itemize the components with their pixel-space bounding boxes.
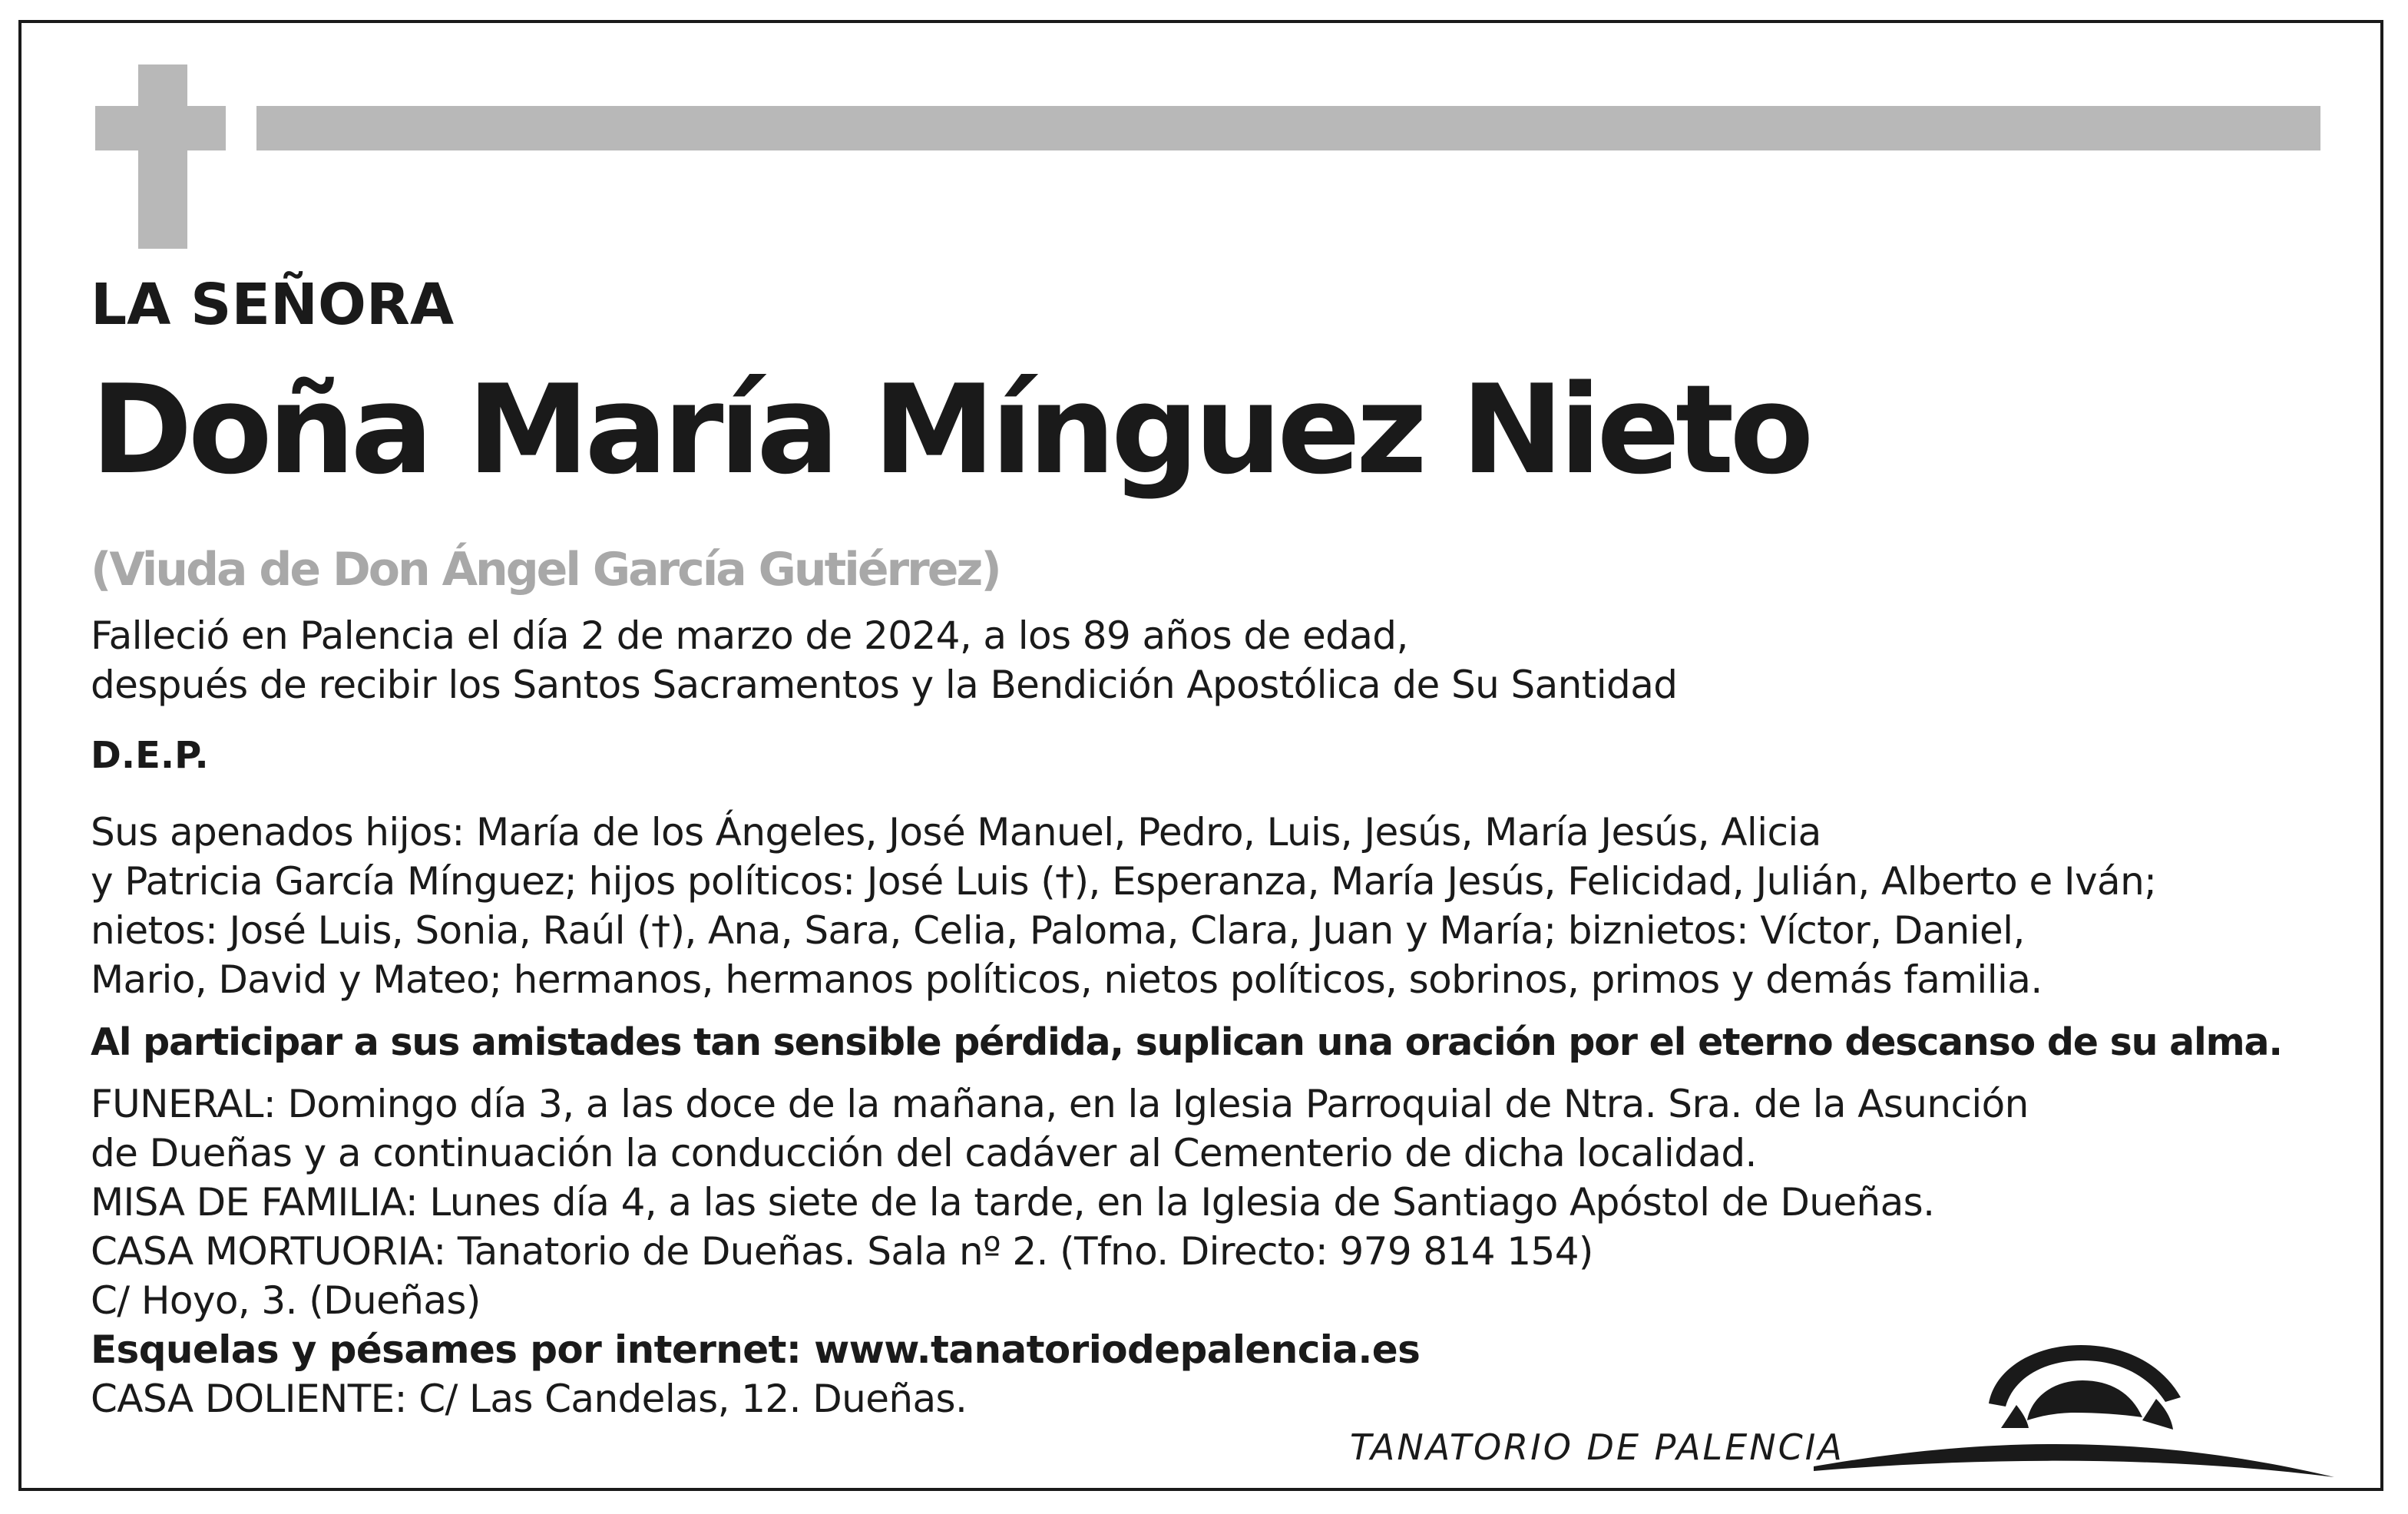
deceased-name: Doña María Mínguez Nieto — [91, 358, 1810, 501]
funeral-line: FUNERAL: Domingo día 3, a las doce de la mañana, en la Iglesia Parroquial de Ntra. Sra. de la Asunción — [91, 1082, 2029, 1126]
service-details — [91, 1079, 2029, 1423]
family-line: nietos: José Luis, Sonia, Raúl (†), Ana, Sara, Celia, Paloma, Clara, Juan y María; biznietos: Víctor, Daniel, — [91, 908, 2025, 953]
family-list — [91, 808, 2156, 1004]
funeral-line: de Dueñas y a continuación la conducción del cadáver al Cementerio de dicha localidad. — [91, 1131, 1757, 1175]
internet-link[interactable]: Esquelas y pésames por internet: www.tanatoriodepalencia.es — [91, 1327, 1421, 1372]
cross-icon — [138, 64, 187, 249]
mortuary-address: C/ Hoyo, 3. (Dueñas) — [91, 1278, 481, 1323]
grieving-house-line: CASA DOLIENTE: C/ Las Candelas, 12. Dueñas. — [91, 1377, 968, 1421]
cross-icon-crossbar — [95, 106, 226, 150]
funeral-home-logo-icon — [1804, 1313, 2342, 1489]
death-notice-line: después de recibir los Santos Sacramentos y la Bendición Apostólica de Su Santidad — [91, 663, 1678, 707]
family-line: y Patricia García Mínguez; hijos políticos: José Luis (†), Esperanza, María Jesús, Felicidad, Julián, Alberto e Iván; — [91, 859, 2157, 904]
death-notice-line: Falleció en Palencia el día 2 de marzo de 2024, a los 89 años de edad, — [91, 613, 1408, 658]
widow-note: (Viuda de Don Ángel García Gutiérrez) — [91, 543, 1000, 597]
family-line: Mario, David y Mateo; hermanos, hermanos políticos, nietos políticos, sobrinos, primos y demás familia. — [91, 957, 2043, 1002]
family-mass-line: MISA DE FAMILIA: Lunes día 4, a las siete de la tarde, en la Iglesia de Santiago Apóstol de Dueñas. — [91, 1180, 1935, 1225]
death-notice — [91, 611, 1677, 709]
mortuary-line: CASA MORTUORIA: Tanatorio de Dueñas. Sala nº 2. (Tfno. Directo: 979 814 154) — [91, 1229, 1593, 1274]
header-label: LA SEÑORA — [91, 272, 455, 338]
funeral-home-logo-text: TANATORIO DE PALENCIA — [1350, 1426, 1844, 1468]
prayer-request: Al participar a sus amistades tan sensible pérdida, suplican una oración por el eterno descanso de su alma. — [91, 1020, 2282, 1064]
dep-label: D.E.P. — [91, 734, 209, 777]
family-line: Sus apenados hijos: María de los Ángeles, José Manuel, Pedro, Luis, Jesús, María Jesús, Alicia — [91, 810, 1821, 855]
header-divider-bar — [256, 106, 2320, 150]
